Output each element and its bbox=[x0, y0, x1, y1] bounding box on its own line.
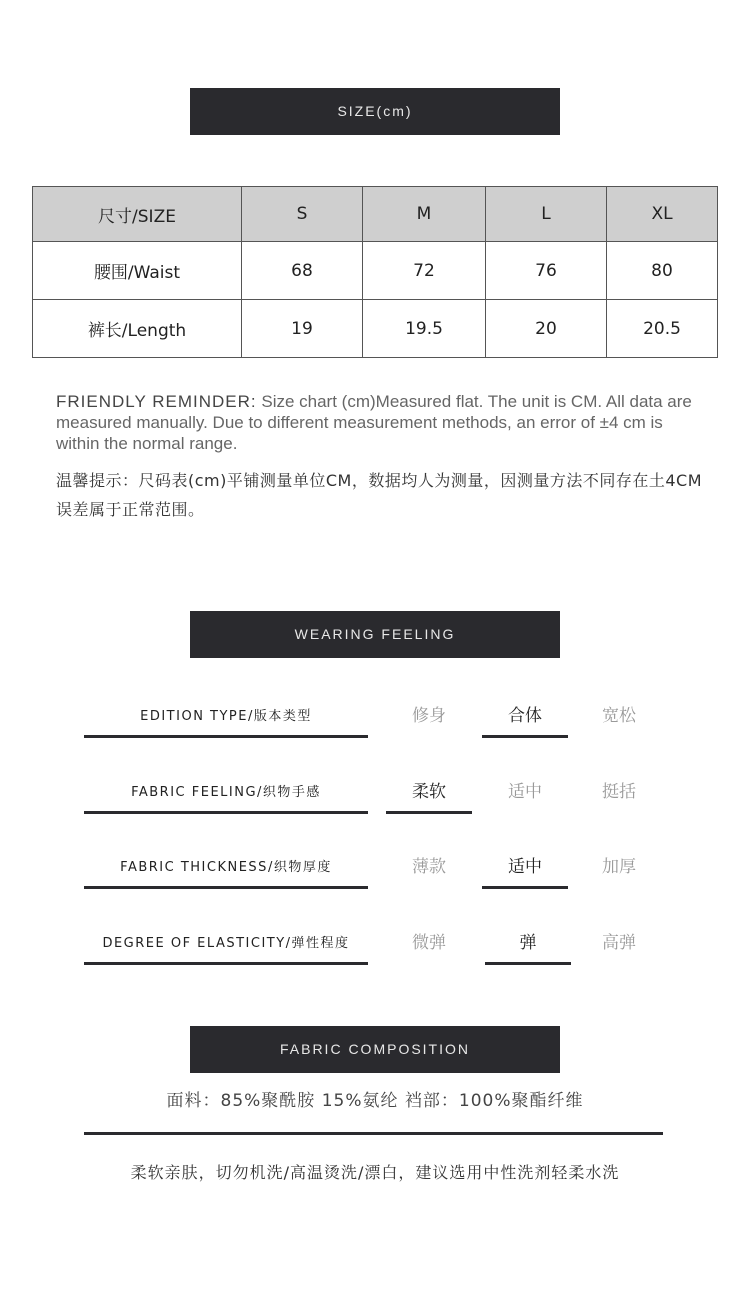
cell-length-m: 19.5 bbox=[363, 300, 486, 358]
composition-divider bbox=[84, 1132, 663, 1135]
feel-row-elasticity bbox=[0, 925, 750, 975]
reminder-text: Size chart (cm)Measured flat. The unit is CM. All data are measured manually. Due to different measurement methods, an error of ±4 cm is within the normal range. bbox=[56, 392, 692, 453]
cell-length-l: 20 bbox=[486, 300, 607, 358]
option-thin: 薄款 bbox=[412, 857, 446, 877]
header-size-xl: XL bbox=[607, 187, 718, 242]
fabric-composition-text: 面料：85%聚酰胺 15%氨纶 裆部：100%聚酯纤维 bbox=[166, 1091, 584, 1111]
feel-row-fabric-feeling bbox=[0, 774, 750, 824]
size-chart-table bbox=[32, 186, 718, 358]
care-instructions: 柔软亲肤，切勿机洗/高温烫洗/漂白，建议选用中性洗剂轻柔水洗 bbox=[130, 1163, 620, 1182]
option-thick: 加厚 bbox=[602, 857, 636, 877]
friendly-reminder-cn: 温馨提示：尺码表(cm)平铺测量单位CM，数据均人为测量，因测量方法不同存在土4CM误差属于正常范围。 bbox=[56, 471, 703, 519]
feel-row-edition-type bbox=[0, 698, 750, 748]
feel-label-fabric-feeling: FABRIC FEELING/织物手感 bbox=[84, 774, 368, 814]
header-size-s: S bbox=[242, 187, 363, 242]
table-row-waist bbox=[33, 242, 718, 300]
reminder-label: FRIENDLY REMINDER: bbox=[56, 392, 257, 411]
feel-label-elasticity: DEGREE OF ELASTICITY/弹性程度 bbox=[84, 925, 368, 965]
feel-label-edition-type: EDITION TYPE/版本类型 bbox=[84, 698, 368, 738]
row-label-length: 裤长/Length bbox=[33, 300, 242, 358]
header-size-l: L bbox=[486, 187, 607, 242]
wearing-feeling-banner: WEARING FEELING bbox=[190, 611, 560, 658]
option-medium-selected: 适中 bbox=[482, 849, 568, 889]
header-size-m: M bbox=[363, 187, 486, 242]
option-stiff: 挺括 bbox=[602, 782, 636, 802]
table-row-length bbox=[33, 300, 718, 358]
cell-waist-s: 68 bbox=[242, 242, 363, 300]
size-section-banner: SIZE(cm) bbox=[190, 88, 560, 135]
option-moderate: 适中 bbox=[508, 782, 542, 802]
option-high-stretch: 高弹 bbox=[602, 933, 636, 953]
option-soft-selected: 柔软 bbox=[386, 774, 472, 814]
option-stretch-selected: 弹 bbox=[485, 925, 571, 965]
cell-length-xl: 20.5 bbox=[607, 300, 718, 358]
row-label-waist: 腰围/Waist bbox=[33, 242, 242, 300]
cell-waist-m: 72 bbox=[363, 242, 486, 300]
cell-waist-xl: 80 bbox=[607, 242, 718, 300]
option-slight-stretch: 微弹 bbox=[412, 933, 446, 953]
feel-row-fabric-thickness bbox=[0, 849, 750, 899]
fabric-composition-banner: FABRIC COMPOSITION bbox=[190, 1026, 560, 1073]
cell-length-s: 19 bbox=[242, 300, 363, 358]
feel-label-fabric-thickness: FABRIC THICKNESS/织物厚度 bbox=[84, 849, 368, 889]
header-size-label: 尺寸/SIZE bbox=[33, 187, 242, 242]
cell-waist-l: 76 bbox=[486, 242, 607, 300]
option-regular-selected: 合体 bbox=[482, 698, 568, 738]
option-loose: 宽松 bbox=[602, 706, 636, 726]
size-table-header-row bbox=[33, 187, 718, 242]
friendly-reminder-en bbox=[56, 391, 706, 454]
option-fitted: 修身 bbox=[412, 706, 446, 726]
